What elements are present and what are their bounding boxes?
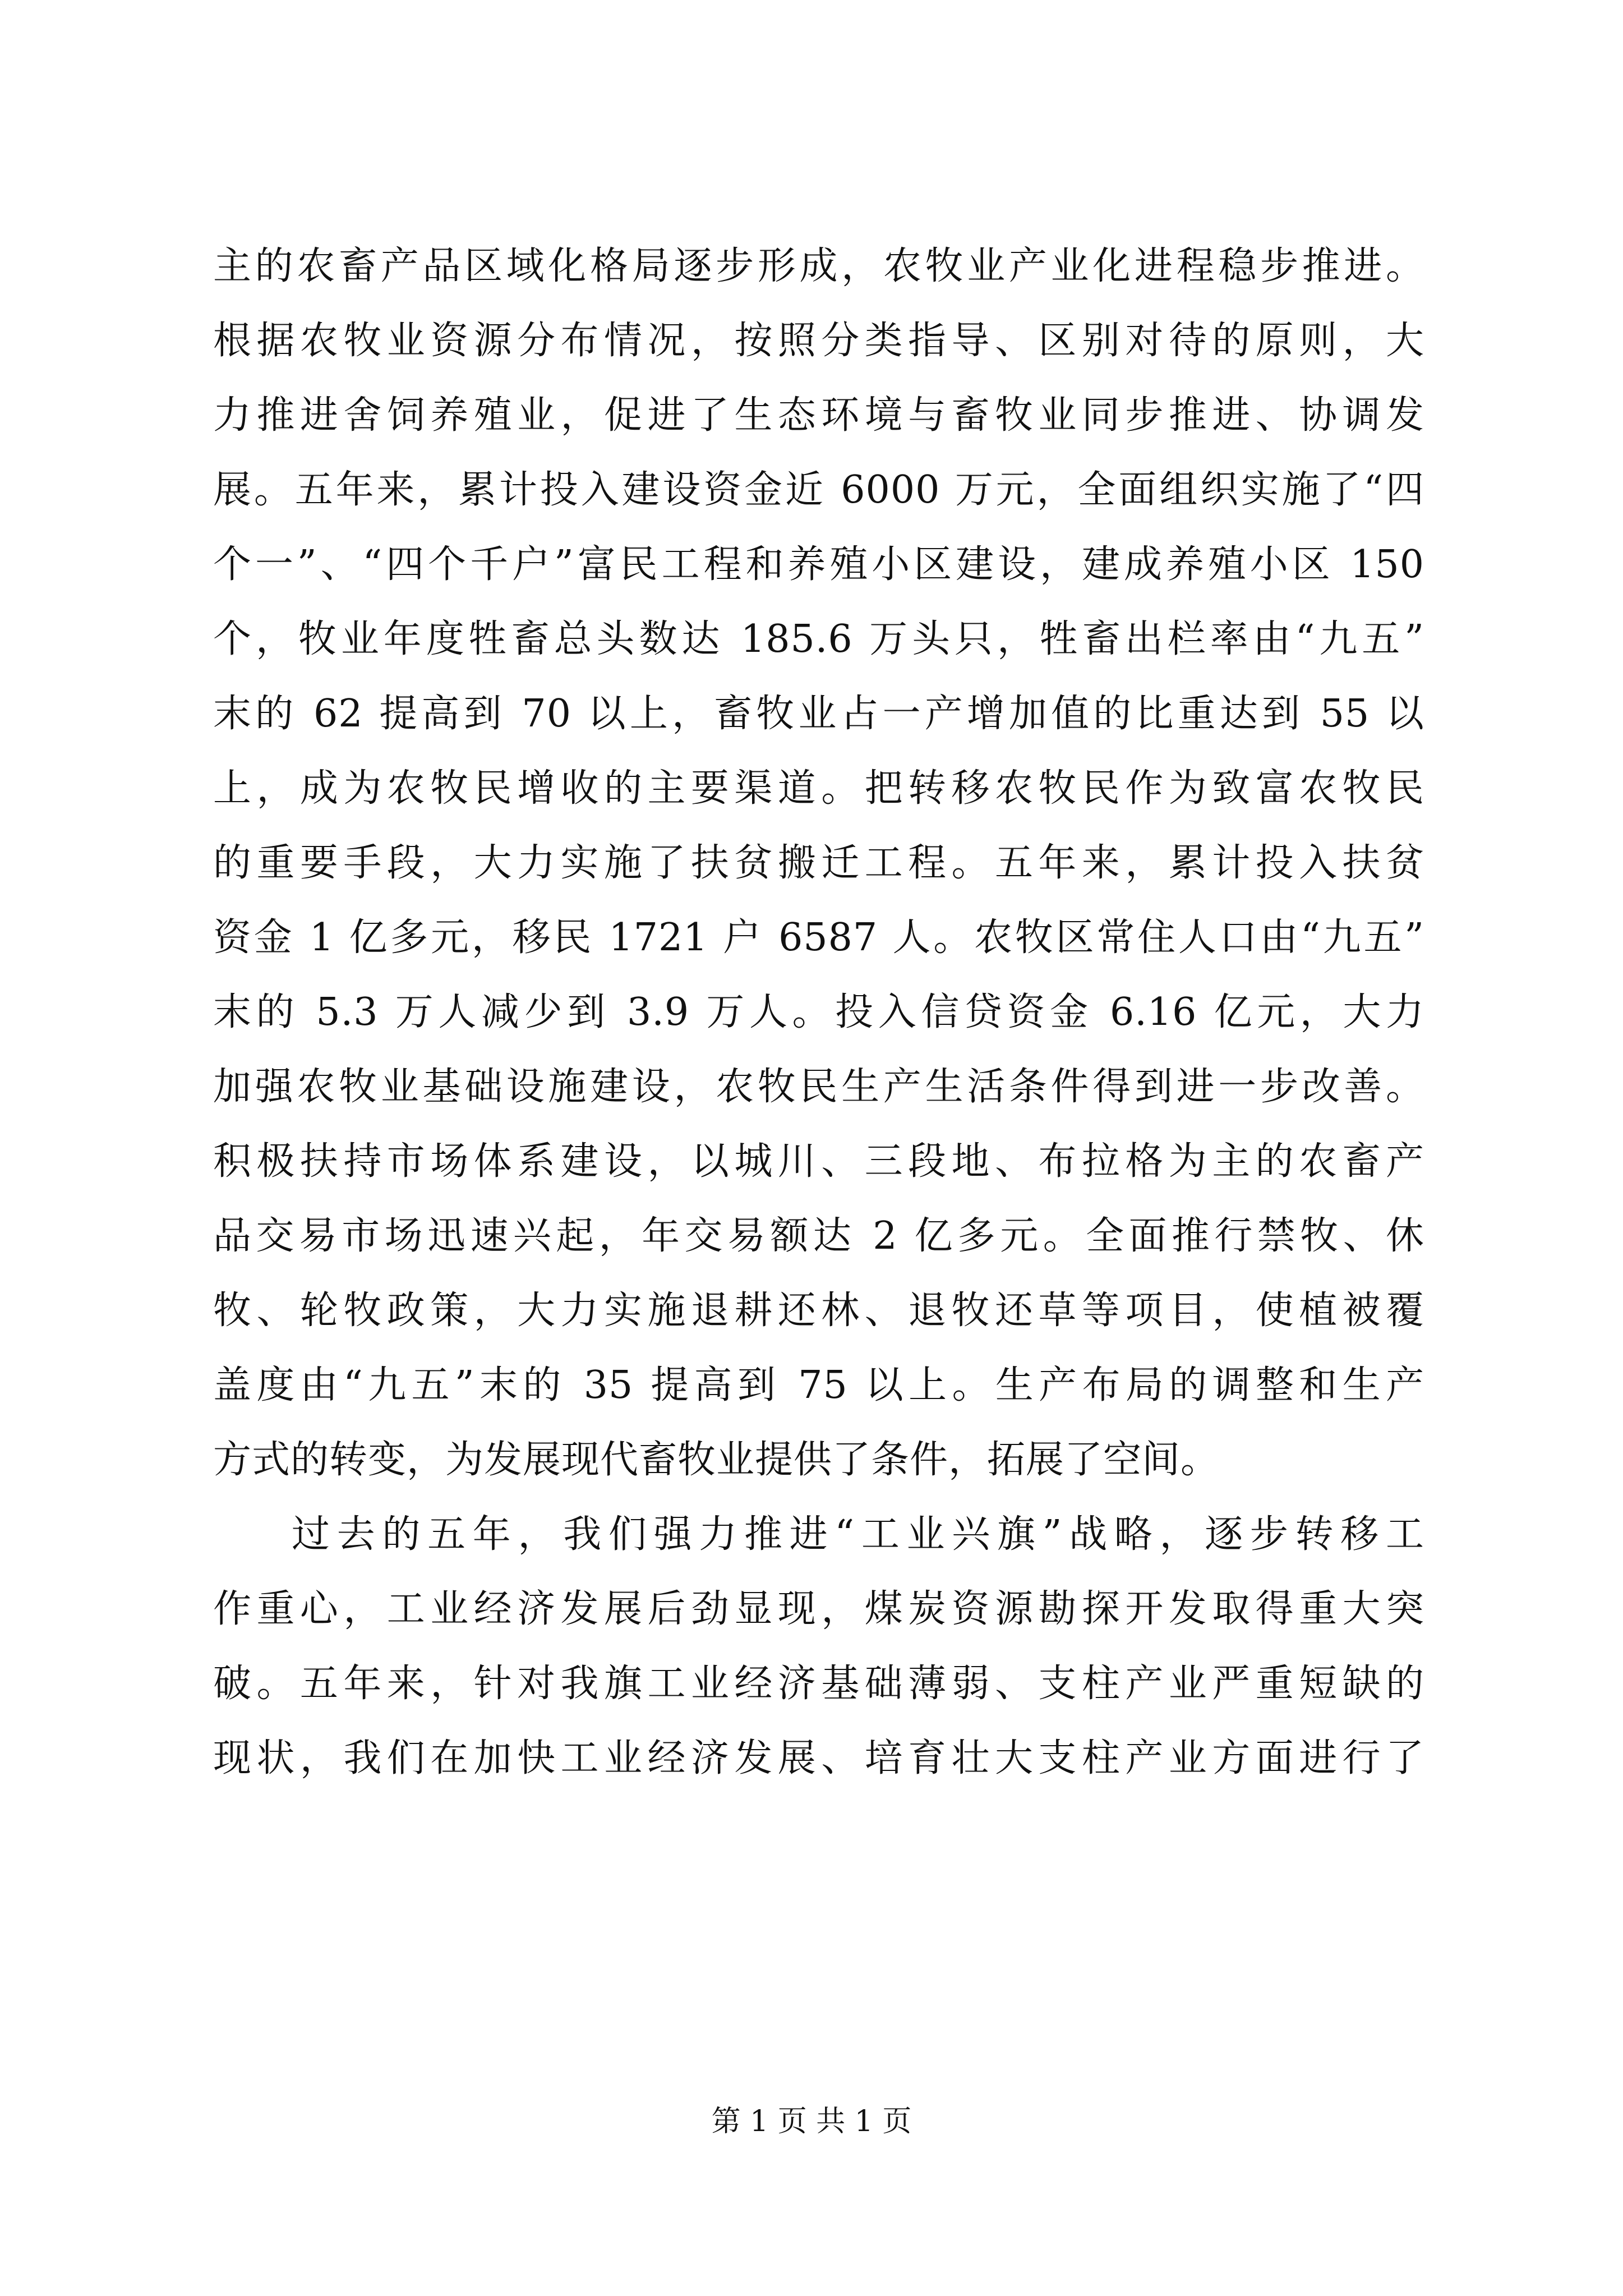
text-line: 力推进舍饲养殖业，促进了生态环境与畜牧业同步推进、协调发: [213, 393, 1424, 438]
text-line: 的重要手段，大力实施了扶贫搬迁工程。五年来，累计投入扶贫: [213, 841, 1424, 885]
text-line: 破。五年来，针对我旗工业经济基础薄弱、支柱产业严重短缺的: [213, 1662, 1424, 1706]
text-line: 现状，我们在加快工业经济发展、培育壮大支柱产业方面进行了: [213, 1736, 1424, 1780]
page-number: 第 1 页 共 1 页: [711, 2105, 912, 2138]
text-line: 盖度由“九五”末的 35 提高到 75 以上。生产布局的调整和生产: [213, 1363, 1424, 1407]
page-footer: [0, 2105, 1623, 2138]
text-line: 作重心，工业经济发展后劲显现，煤炭资源勘探开发取得重大突: [213, 1587, 1424, 1631]
text-line: 展。五年来，累计投入建设资金近 6000 万元，全面组织实施了“四: [213, 468, 1424, 512]
text-line: 根据农牧业资源分布情况，按照分类指导、区别对待的原则，大: [213, 319, 1424, 363]
text-line: 过去的五年，我们强力推进“工业兴旗”战略，逐步转移工: [292, 1512, 1424, 1557]
paragraph: [213, 229, 1424, 1497]
body-text: [213, 229, 1424, 1796]
text-line: 末的 62 提高到 70 以上，畜牧业占一产增加值的比重达到 55 以: [213, 692, 1424, 736]
text-line: 方式的转变，为发展现代畜牧业提供了条件，拓展了空间。: [213, 1438, 1220, 1482]
paragraph: [213, 1497, 1424, 1796]
text-line: 个，牧业年度牲畜总头数达 185.6 万头只，牲畜出栏率由“九五”: [213, 617, 1424, 661]
text-line: 牧、轮牧政策，大力实施退耕还林、退牧还草等项目，使植被覆: [213, 1289, 1424, 1333]
text-line: 末的 5.3 万人减少到 3.9 万人。投入信贷资金 6.16 亿元，大力: [213, 990, 1424, 1034]
text-line: 上，成为农牧民增收的主要渠道。把转移农牧民作为致富农牧民: [213, 766, 1424, 811]
text-line: 加强农牧业基础设施建设，农牧民生产生活条件得到进一步改善。: [213, 1065, 1424, 1109]
text-line: 资金 1 亿多元，移民 1721 户 6587 人。农牧区常住人口由“九五”: [213, 915, 1424, 960]
text-line: 主的农畜产品区域化格局逐步形成，农牧业产业化进程稳步推进。: [213, 244, 1424, 288]
text-line: 积极扶持市场体系建设，以城川、三段地、布拉格为主的农畜产: [213, 1139, 1424, 1184]
text-line: 品交易市场迅速兴起，年交易额达 2 亿多元。全面推行禁牧、休: [213, 1214, 1424, 1258]
text-line: 个一”、“四个千户”富民工程和养殖小区建设，建成养殖小区 150: [213, 542, 1424, 587]
